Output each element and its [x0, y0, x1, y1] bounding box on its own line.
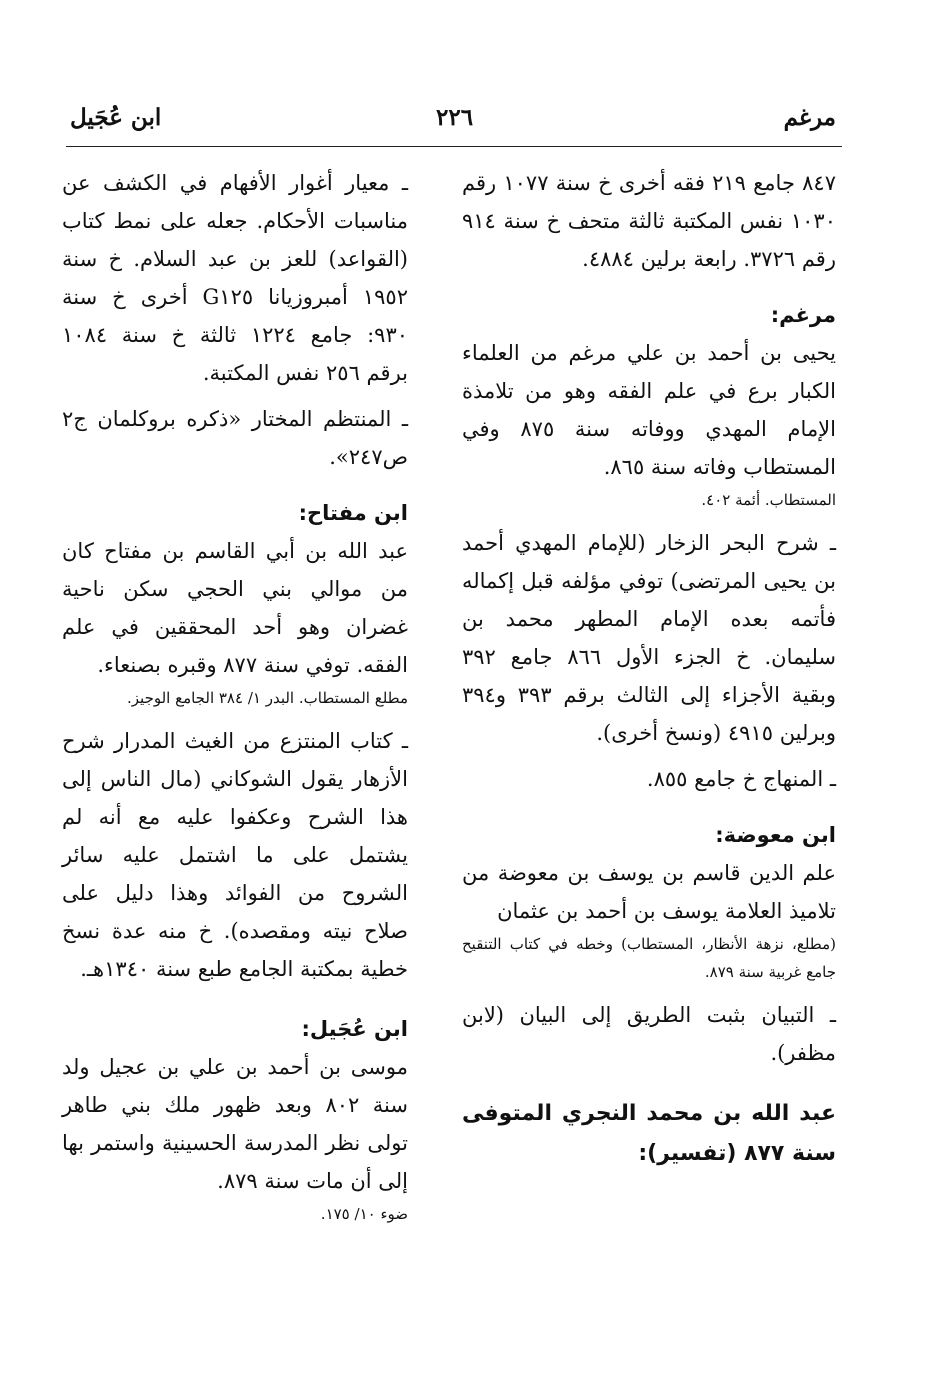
bio-ibn-miftah: عبد الله بن أبي القاسم بن مفتاح كان من موالي بني الحجي سكن ناحية غضران وهو أحد المحققين في علم الفقه. توفي سنة ٨٧٧ وقبره بصنعاء. [62, 539, 408, 677]
header-rule [66, 146, 842, 147]
source-ibn-muawwada: (مطلع، نزهة الأنظار، المستطاب) وخطه في كتاب التنقيح جامع غربية سنة ٨٧٩. [462, 935, 836, 981]
source-ibn-ujayl: ضوء ١٠/ ١٧٥. [320, 1205, 408, 1223]
heading-najri: عبد الله بن محمد النجري المتوفى سنة ٨٧٧ (تفسير): [462, 1101, 836, 1166]
heading-ibn-muawwada: ابن معوضة: [715, 823, 836, 847]
work-tibyan: ـ التبيان بثبت الطريق إلى البيان (لابن مظفر). [462, 1003, 836, 1065]
continued-entry-text: ٨٤٧ جامع ٢١٩ فقه أخرى خ سنة ١٠٧٧ رقم ١٠٣٠ نفس المكتبة ثالثة متحف خ سنة ٩١٤ رقم ٣٧٢٦. رابعة برلين ٤٨٨٤. [462, 171, 836, 271]
work-sharh-bahr: ـ شرح البحر الزخار (للإمام المهدي أحمد بن يحيى المرتضى) توفي مؤلفه قبل إكماله فأتمه بعده الإمام المطهر محمد بن سليمان. خ الجزء الأول ٨٦٦ جامع ٣٩٢ وبقية الأجزاء إلى الثالث برقم ٣٩٣ و٣٩٤ وبرلين ٤٩١٥ (ونسخ أخرى). [462, 531, 836, 745]
work-muntaza: ـ كتاب المنتزع من الغيث المدرار شرح الأزهار يقول الشوكاني (مال الناس إلى هذا الشرح وعكفوا عليه مع أنه لم يشتمل على ما اشتمل عليه سائر الشروح من الفوائد وهذا دليل على صلاح نيته ومقصده). خ منه عدة نسخ خطية بمكتبة الجامع طبع سنة ١٣٤٠هـ. [62, 729, 408, 981]
heading-ibn-ujayl: ابن عُجَيل: [301, 1017, 408, 1041]
work-muntazam: ـ المنتظم المختار «ذكره بروكلمان ج٢ ص٢٤٧». [62, 407, 408, 469]
bio-ibn-ujayl: موسى بن أحمد بن علي بن عجيل ولد سنة ٨٠٢ وبعد ظهور ملك بني طاهر تولى نظر المدرسة الحسينية واستمر بها إلى أن مات سنة ٨٧٩. [62, 1055, 408, 1193]
work-miyar: ـ معيار أغوار الأفهام في الكشف عن مناسبات الأحكام. جعله على نمط كتاب (القواعد) للعز بن عبد السلام. خ سنة ١٩٥٢ أمبروزيانا G١٢٥ أخرى خ سنة ٩٣٠: جامع ١٢٢٤ ثالثة خ سنة ١٠٨٤ برقم ٢٥٦ نفس المكتبة. [62, 171, 409, 385]
source-ibn-miftah: مطلع المستطاب. البدر ١/ ٣٨٤ الجامع الوجيز. [127, 689, 408, 707]
left-column [62, 164, 408, 1228]
right-column [462, 164, 836, 1174]
heading-ibn-miftah: ابن مفتاح: [298, 501, 408, 525]
work-minhaj: ـ المنهاج خ جامع ٨٥٥. [646, 767, 836, 791]
bio-murghim: يحيى بن أحمد بن علي مرغم من العلماء الكبار برع في علم الفقه وهو من تلامذة الإمام المهدي ووفاته سنة ٨٧٥ وفي المستطاب وفاته سنة ٨٦٥. [462, 341, 836, 479]
heading-murghim: مرغم: [770, 303, 836, 327]
running-head-left: ابن عُجَيل [70, 104, 162, 131]
running-head-right: مرغم [783, 104, 836, 131]
source-murghim: المستطاب. أئمة ٤٠٢. [701, 491, 836, 509]
bio-ibn-muawwada: علم الدين قاسم بن يوسف بن معوضة من تلاميذ العلامة يوسف بن أحمد بن عثمان [462, 861, 836, 923]
page-number: ٢٢٦ [436, 104, 474, 131]
